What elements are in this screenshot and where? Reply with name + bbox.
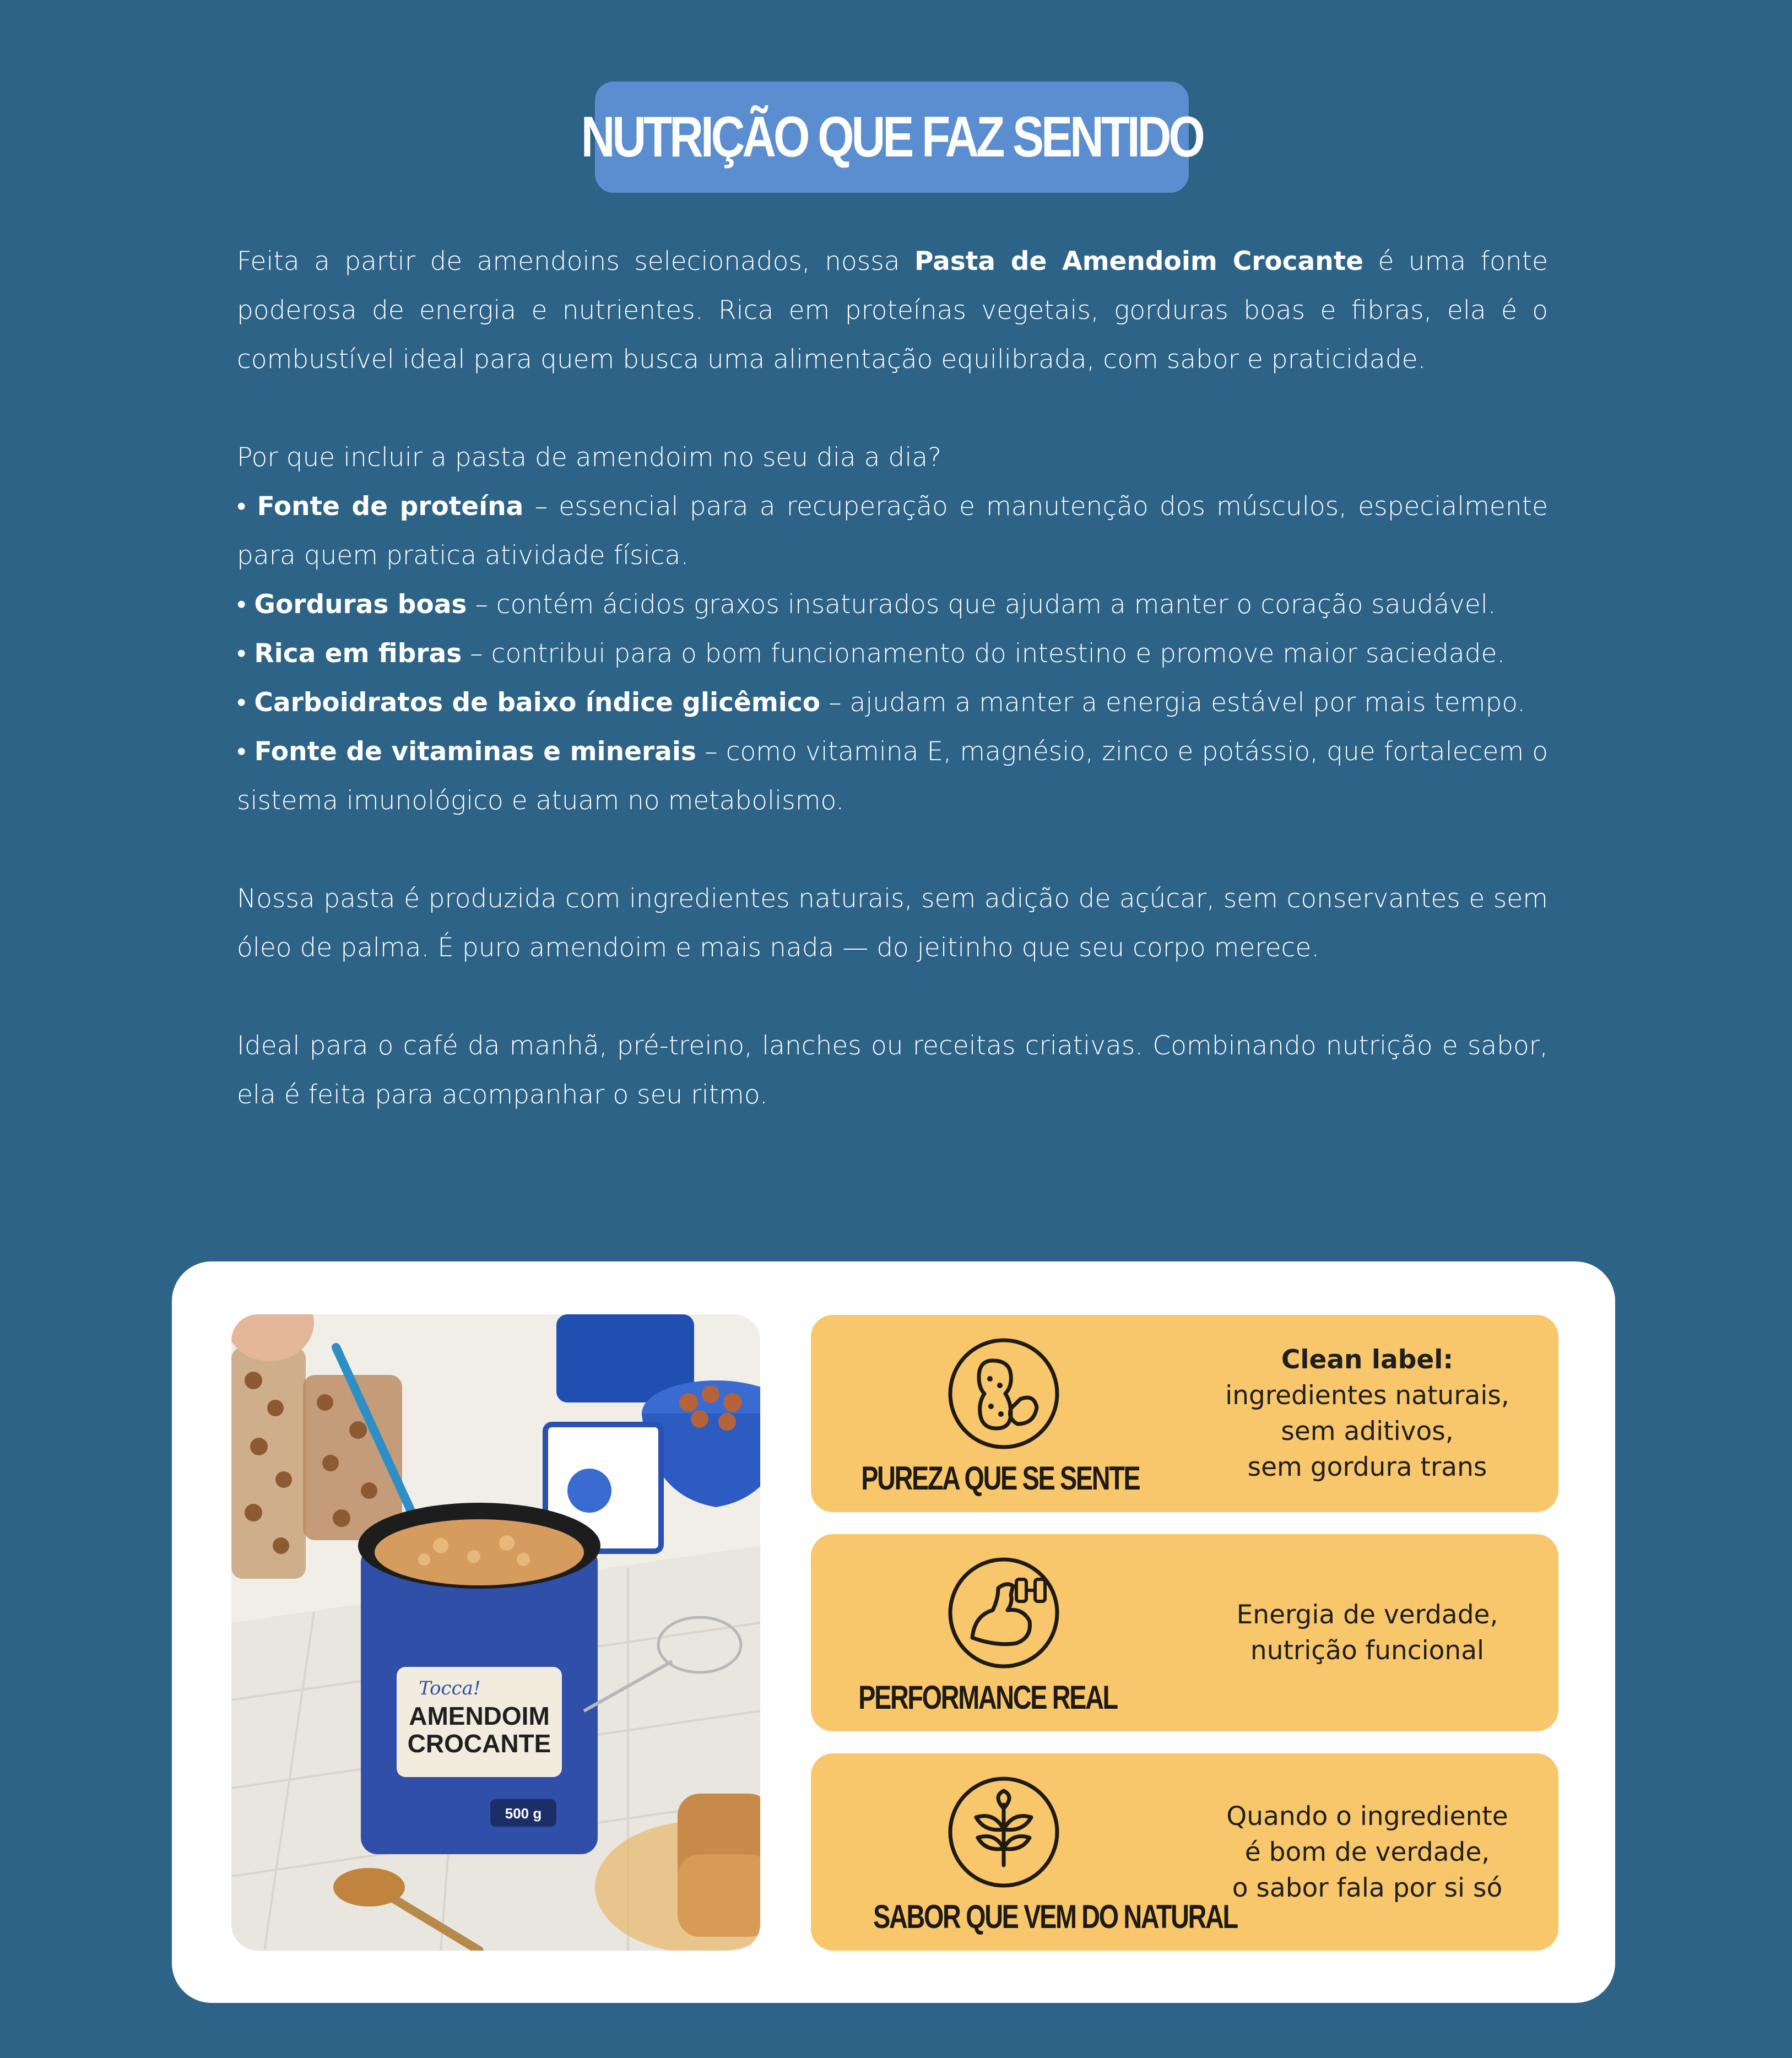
benefit-item: • Rica em fibras – contribui para o bom funcionamento do intestino e promove maior saciedade. [237, 638, 1506, 669]
feature-line: nutrição funcional [1250, 1635, 1485, 1666]
benefit-text: – essencial para a recuperação e manutenção dos músculos, especialmente para quem pratica atividade física. [237, 491, 1548, 571]
feature-description [1191, 1315, 1544, 1512]
ideal-paragraph: Ideal para o café da manhã, pré-treino, lanches ou receitas criativas. Combinando nutrição e sabor, ela é feita para acompanhar o seu ritmo. [237, 1031, 1548, 1110]
jar-name-line1: AMENDOIM [409, 1702, 550, 1730]
benefit-title: Rica em fibras [254, 638, 462, 669]
feature-tag [822, 1678, 1152, 1716]
intro-paragraph [237, 237, 1548, 384]
product-name-highlight: Pasta de Amendoim Crocante [914, 246, 1364, 277]
feature-performance [811, 1534, 1558, 1731]
feature-line: sem aditivos, [1281, 1416, 1454, 1447]
jar-brand: Tocca! [419, 1677, 481, 1699]
benefit-item: • Fonte de proteína – essencial para a recuperação e manutenção dos músculos, especialmente para quem pratica atividade física. [237, 491, 1548, 571]
intro-text: Feita a partir de amendoins selecionados, nossa [237, 246, 914, 277]
feature-tag [822, 1898, 1237, 1936]
natural-paragraph: Nossa pasta é produzida com ingredientes naturais, sem adição de açúcar, sem conservantes e sem óleo de palma. É puro amendoim e mais nada — do jeitinho que seu corpo merece. [237, 884, 1548, 963]
feature-line: Quando o ingrediente [1226, 1801, 1508, 1832]
feature-natural [811, 1753, 1558, 1951]
sprout-icon [946, 1774, 1062, 1890]
description-text [237, 237, 1548, 1119]
section-title-badge [581, 82, 1203, 193]
benefit-title: Fonte de proteína [257, 491, 524, 522]
benefit-text: – ajudam a manter a energia estável por mais tempo. [820, 687, 1526, 718]
section-title: NUTRIÇÃO QUE FAZ SENTIDO [581, 105, 1203, 169]
feature-purity [811, 1315, 1558, 1512]
product-photo-illustration [231, 1314, 760, 1951]
benefit-item: • Carboidratos de baixo índice glicêmico – ajudam a manter a energia estável por mais tempo. [237, 687, 1526, 718]
feature-tag-text: SABOR QUE VEM DO NATURAL [873, 1898, 1237, 1935]
feature-line: é bom de verdade, [1244, 1837, 1490, 1867]
feature-description [1191, 1534, 1544, 1731]
feature-tag-text: PUREZA QUE SE SENTE [861, 1460, 1140, 1497]
feature-line: sem gordura trans [1247, 1452, 1487, 1482]
benefit-text: – contém ácidos graxos insaturados que ajudam a manter o coração saudável. [467, 589, 1496, 620]
jar-weight: 500 g [505, 1805, 542, 1822]
flexed-arm-dumbbell-icon [946, 1555, 1062, 1671]
product-photo [231, 1314, 760, 1951]
benefit-text: – como vitamina E, magnésio, zinco e potássio, que fortalecem o sistema imunológico e atuam no metabolismo. [237, 736, 1548, 816]
benefits-question: Por que incluir a pasta de amendoim no seu dia a dia? [237, 442, 942, 473]
benefit-title: Fonte de vitaminas e minerais [254, 736, 696, 767]
benefit-text: – contribui para o bom funcionamento do intestino e promove maior saciedade. [462, 638, 1506, 669]
feature-line: o sabor fala por si só [1232, 1872, 1503, 1903]
benefit-item: • Gorduras boas – contém ácidos graxos insaturados que ajudam a manter o coração saudável. [237, 589, 1496, 620]
intro-text-end: é uma fonte poderosa de energia e nutrientes. Rica em proteínas vegetais, gorduras boas e fibras, ela é o combustível ideal para quem busca uma alimentação equilibrada, com sabor e praticidade. [237, 246, 1549, 375]
benefit-item: • Fonte de vitaminas e minerais – como vitamina E, magnésio, zinco e potássio, que fortalecem o sistema imunológico e atuam no metabolismo. [237, 736, 1548, 816]
feature-description [1191, 1753, 1544, 1951]
benefit-title: Carboidratos de baixo índice glicêmico [254, 687, 821, 718]
feature-heading: Clean label: [1281, 1345, 1454, 1375]
feature-tag-text: PERFORMANCE REAL [858, 1679, 1117, 1716]
benefit-title: Gorduras boas [254, 589, 467, 620]
jar-name-line2: CROCANTE [407, 1729, 551, 1758]
feature-tag [822, 1459, 1152, 1497]
peanut-icon [946, 1336, 1062, 1452]
feature-line: ingredientes naturais, [1225, 1380, 1509, 1411]
feature-line: Energia de verdade, [1236, 1600, 1498, 1630]
